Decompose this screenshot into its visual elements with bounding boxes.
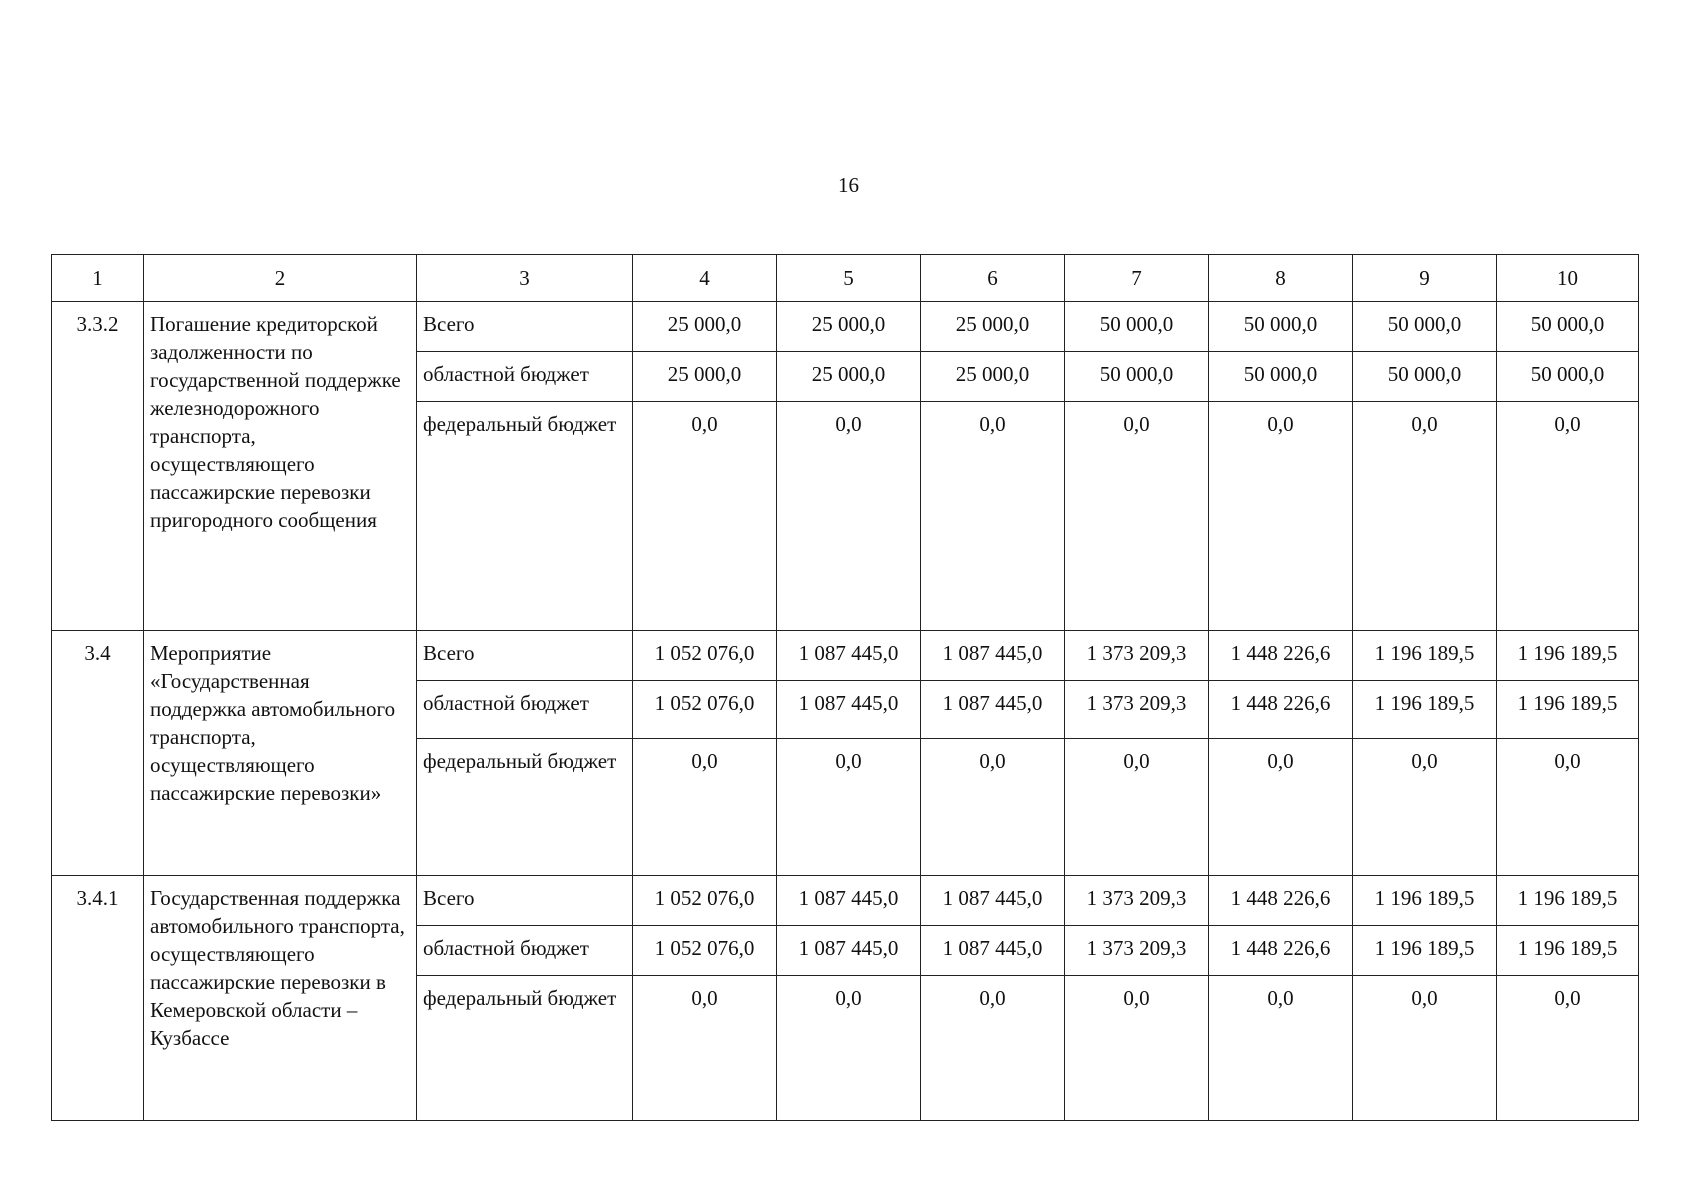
- value-cell: 1 448 226,6: [1209, 631, 1353, 681]
- value-cell: 0,0: [1353, 402, 1497, 631]
- value-cell: 50 000,0: [1353, 302, 1497, 352]
- value-cell: 0,0: [777, 739, 921, 876]
- value-cell: 1 196 189,5: [1497, 926, 1639, 976]
- value-cell: 1 196 189,5: [1497, 631, 1639, 681]
- value-cell: 25 000,0: [633, 302, 777, 352]
- value-cell: 50 000,0: [1065, 302, 1209, 352]
- value-cell: 1 373 209,3: [1065, 926, 1209, 976]
- value-cell: 25 000,0: [777, 302, 921, 352]
- value-cell: 50 000,0: [1497, 302, 1639, 352]
- value-cell: 1 196 189,5: [1353, 876, 1497, 926]
- page-number: 16: [838, 173, 859, 197]
- value-cell: 1 087 445,0: [921, 926, 1065, 976]
- value-cell: 1 196 189,5: [1497, 876, 1639, 926]
- value-cell: 1 196 189,5: [1497, 681, 1639, 739]
- value-cell: 0,0: [1209, 402, 1353, 631]
- value-cell: 1 196 189,5: [1353, 681, 1497, 739]
- table-row: [52, 302, 1639, 352]
- value-cell: 0,0: [1065, 976, 1209, 1121]
- value-cell: 1 087 445,0: [921, 876, 1065, 926]
- value-cell: 1 087 445,0: [921, 631, 1065, 681]
- value-cell: 1 373 209,3: [1065, 681, 1209, 739]
- value-cell: 0,0: [1065, 739, 1209, 876]
- value-cell: 0,0: [921, 739, 1065, 876]
- funding-source: Всего: [417, 302, 633, 352]
- value-cell: 0,0: [1497, 402, 1639, 631]
- value-cell: 1 373 209,3: [1065, 631, 1209, 681]
- funding-source: федеральный бюджет: [417, 976, 633, 1121]
- table-header-row: [52, 255, 1639, 302]
- value-cell: 1 052 076,0: [633, 926, 777, 976]
- funding-source: областной бюджет: [417, 352, 633, 402]
- value-cell: 1 087 445,0: [777, 631, 921, 681]
- value-cell: 0,0: [1353, 739, 1497, 876]
- funding-source: Всего: [417, 631, 633, 681]
- table-row: [52, 631, 1639, 681]
- value-cell: 50 000,0: [1209, 302, 1353, 352]
- value-cell: 1 052 076,0: [633, 681, 777, 739]
- column-number-cell: 4: [633, 255, 777, 302]
- column-number-cell: 7: [1065, 255, 1209, 302]
- value-cell: 50 000,0: [1497, 352, 1639, 402]
- value-cell: 0,0: [1065, 402, 1209, 631]
- item-code: 3.4.1: [52, 876, 144, 1121]
- column-number-cell: 3: [417, 255, 633, 302]
- item-name: Погашение кредиторской задолженности по государственной поддержке железнодорожного транспорта, осуществляющего пассажирские перевозки пригородного сообщения: [144, 302, 417, 631]
- value-cell: 0,0: [633, 739, 777, 876]
- value-cell: 1 087 445,0: [777, 681, 921, 739]
- value-cell: 1 373 209,3: [1065, 876, 1209, 926]
- value-cell: 1 448 226,6: [1209, 681, 1353, 739]
- item-code: 3.4: [52, 631, 144, 876]
- budget-table: [51, 254, 1639, 1121]
- value-cell: 1 087 445,0: [777, 926, 921, 976]
- value-cell: 25 000,0: [921, 302, 1065, 352]
- funding-source: Всего: [417, 876, 633, 926]
- funding-source: областной бюджет: [417, 681, 633, 739]
- value-cell: 0,0: [777, 976, 921, 1121]
- column-number-cell: 9: [1353, 255, 1497, 302]
- value-cell: 25 000,0: [633, 352, 777, 402]
- value-cell: 0,0: [921, 402, 1065, 631]
- column-number-cell: 1: [52, 255, 144, 302]
- item-code: 3.3.2: [52, 302, 144, 631]
- value-cell: 0,0: [1209, 739, 1353, 876]
- value-cell: 0,0: [921, 976, 1065, 1121]
- value-cell: 0,0: [1209, 976, 1353, 1121]
- column-number-cell: 10: [1497, 255, 1639, 302]
- value-cell: 0,0: [1497, 739, 1639, 876]
- value-cell: 0,0: [633, 402, 777, 631]
- value-cell: 0,0: [777, 402, 921, 631]
- value-cell: 1 052 076,0: [633, 876, 777, 926]
- value-cell: 1 196 189,5: [1353, 926, 1497, 976]
- table-row: [52, 876, 1639, 926]
- value-cell: 1 087 445,0: [777, 876, 921, 926]
- value-cell: 50 000,0: [1353, 352, 1497, 402]
- column-number-cell: 6: [921, 255, 1065, 302]
- column-number-cell: 2: [144, 255, 417, 302]
- value-cell: 1 448 226,6: [1209, 926, 1353, 976]
- value-cell: 25 000,0: [921, 352, 1065, 402]
- value-cell: 1 052 076,0: [633, 631, 777, 681]
- value-cell: 1 196 189,5: [1353, 631, 1497, 681]
- value-cell: 0,0: [633, 976, 777, 1121]
- column-number-cell: 8: [1209, 255, 1353, 302]
- value-cell: 1 087 445,0: [921, 681, 1065, 739]
- item-name: Мероприятие «Государственная поддержка автомобильного транспорта, осуществляющего пассажирские перевозки»: [144, 631, 417, 876]
- funding-source: федеральный бюджет: [417, 739, 633, 876]
- value-cell: 50 000,0: [1209, 352, 1353, 402]
- value-cell: 0,0: [1353, 976, 1497, 1121]
- column-number-cell: 5: [777, 255, 921, 302]
- value-cell: 25 000,0: [777, 352, 921, 402]
- value-cell: 50 000,0: [1065, 352, 1209, 402]
- value-cell: 0,0: [1497, 976, 1639, 1121]
- funding-source: областной бюджет: [417, 926, 633, 976]
- value-cell: 1 448 226,6: [1209, 876, 1353, 926]
- funding-source: федеральный бюджет: [417, 402, 633, 631]
- item-name: Государственная поддержка автомобильного транспорта, осуществляющего пассажирские перевозки в Кемеровской области – Кузбассе: [144, 876, 417, 1121]
